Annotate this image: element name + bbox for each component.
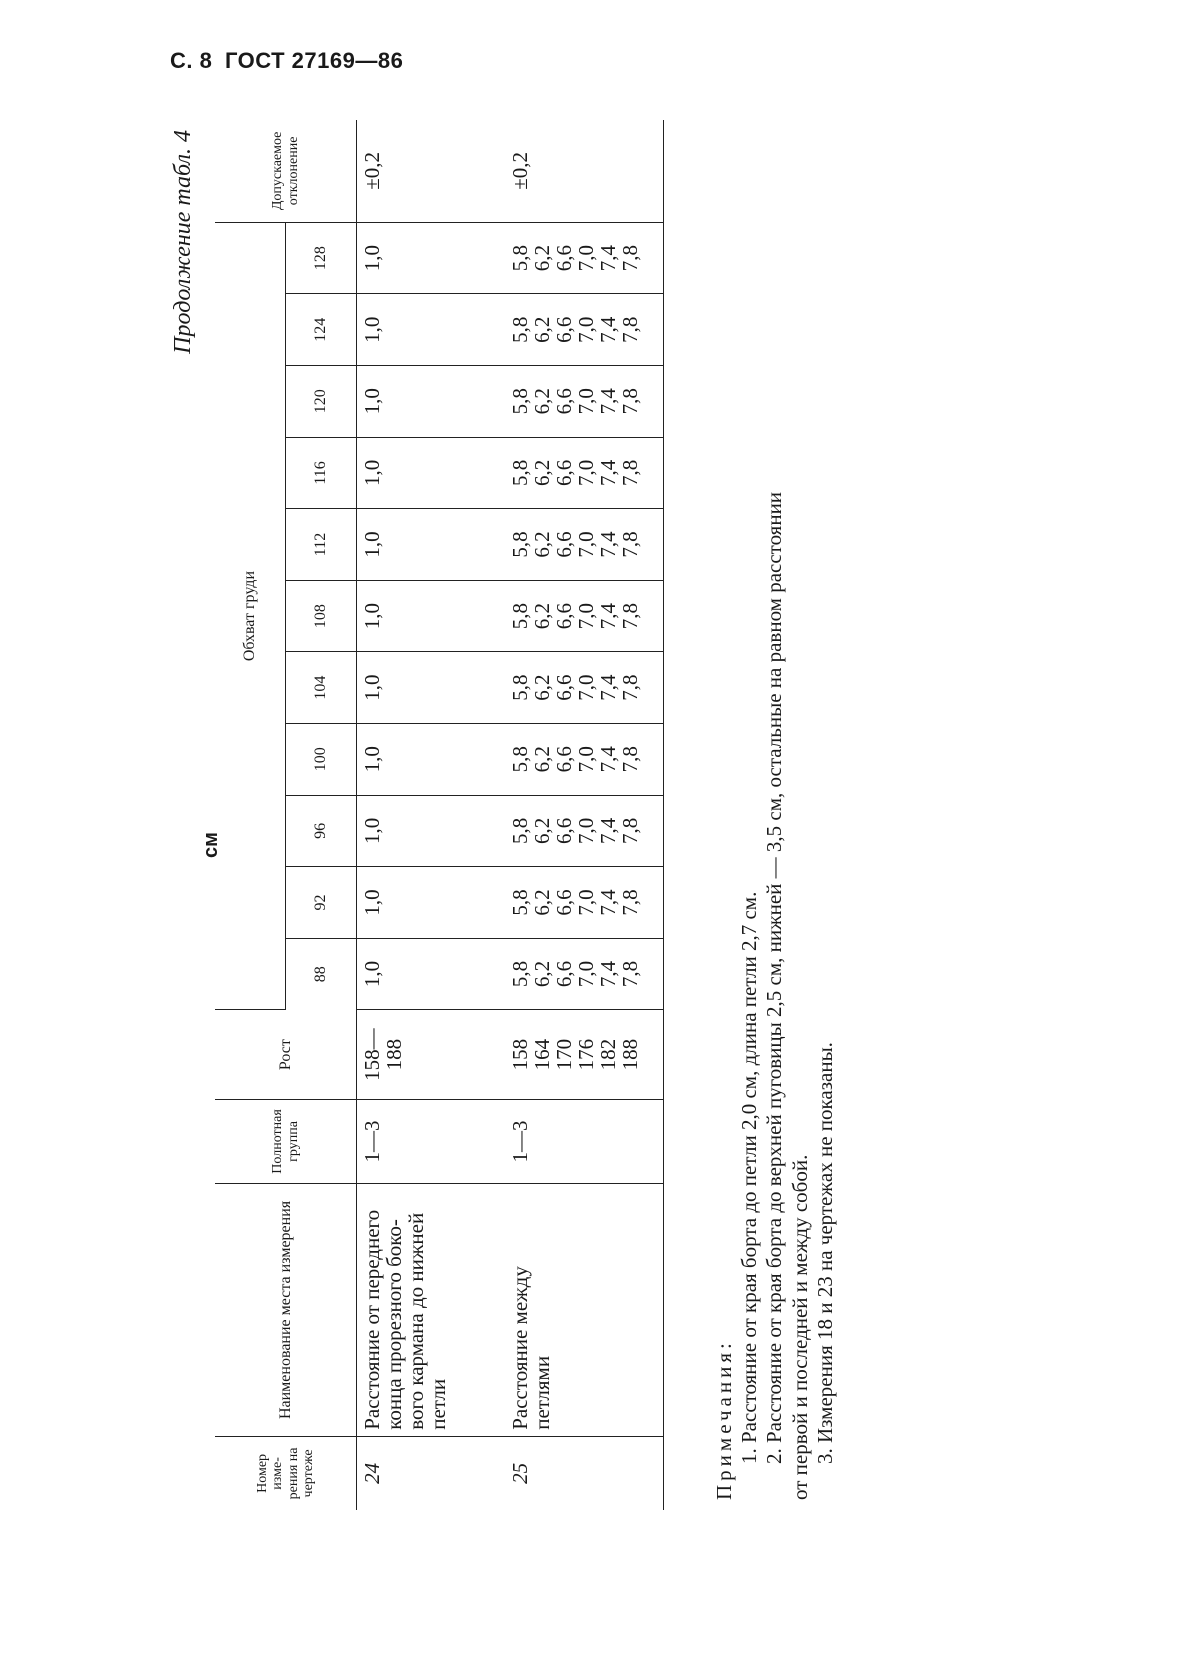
value-cell: 5,8 <box>508 316 532 343</box>
continuation-caption: Продолжение табл. 4 <box>170 130 196 354</box>
value-stack <box>505 652 664 724</box>
height-list <box>505 1010 664 1100</box>
value-cell: 6,6 <box>552 244 577 272</box>
value-cell: 7,8 <box>618 459 643 487</box>
size-header: 112 <box>286 509 357 581</box>
measure-number: 25 <box>505 1436 664 1510</box>
note-2-continued: от первой и последней и между собой. <box>787 1154 812 1500</box>
measure-name: Расстояние от переднего конца прорезного боко-вого кармана до нижней петли <box>357 1184 506 1437</box>
value-cell: 1,0 <box>357 294 506 366</box>
value-cell: 6,6 <box>552 531 577 558</box>
note-1: 1. Расстояние от края борта до петли 2,0 см, длина петли 2,7 см. <box>737 891 762 1464</box>
value-cell: 6,6 <box>552 316 577 343</box>
value-cell: 6,2 <box>530 674 555 701</box>
fullness-group: 1—3 <box>505 1099 664 1183</box>
value-cell: 5,8 <box>508 459 532 487</box>
height-value: 182 <box>596 1038 621 1071</box>
value-cell: 7,0 <box>574 817 599 844</box>
value-stack <box>505 366 664 438</box>
value-stack <box>505 580 664 652</box>
height-value: 158 <box>508 1038 532 1071</box>
value-stack <box>505 437 664 509</box>
value-cell: 7,4 <box>596 602 621 630</box>
value-cell: 6,6 <box>552 817 577 844</box>
value-cell: 5,8 <box>508 889 532 916</box>
value-cell: 7,4 <box>596 388 621 415</box>
value-stack <box>505 867 664 939</box>
value-cell: 6,2 <box>530 602 555 630</box>
value-cell: 7,8 <box>618 316 643 343</box>
value-stack <box>505 222 664 294</box>
value-cell: 5,8 <box>508 817 532 844</box>
value-cell: 5,8 <box>508 960 532 988</box>
value-cell: 1,0 <box>357 366 506 438</box>
value-cell: 7,0 <box>574 316 599 343</box>
measure-name: Расстояние между петлями <box>505 1184 664 1437</box>
value-cell: 5,8 <box>508 388 532 415</box>
value-cell: 5,8 <box>508 674 532 701</box>
notes-block <box>712 130 838 1500</box>
height-value: 176 <box>574 1038 599 1071</box>
value-cell: 7,0 <box>574 388 599 415</box>
value-cell: 1,0 <box>357 437 506 509</box>
size-header: 96 <box>286 795 357 867</box>
tolerance-value: ±0,2 <box>505 120 664 222</box>
value-cell: 6,6 <box>552 602 577 630</box>
header-measure-number: Номер изме-рения на чертеже <box>215 1436 357 1510</box>
value-cell: 1,0 <box>357 222 506 294</box>
unit-label: см <box>200 832 222 858</box>
value-cell: 1,0 <box>357 938 506 1010</box>
size-header: 120 <box>286 366 357 438</box>
value-cell: 7,4 <box>596 674 621 701</box>
value-cell: 7,0 <box>574 531 599 558</box>
tolerance-value: ±0,2 <box>357 120 506 222</box>
value-cell: 7,0 <box>574 674 599 701</box>
size-header: 108 <box>286 580 357 652</box>
note-3: 3. Измерения 18 и 23 на чертежах не показаны. <box>812 1042 837 1464</box>
page-header <box>170 48 403 74</box>
header-fullness-group: Полнотная группа <box>215 1099 357 1183</box>
value-cell: 6,2 <box>530 817 555 844</box>
size-header: 100 <box>286 723 357 795</box>
value-cell: 7,4 <box>596 746 621 773</box>
size-header: 104 <box>286 652 357 724</box>
value-cell: 7,4 <box>596 889 621 916</box>
value-stack <box>505 795 664 867</box>
page-number: С. 8 <box>170 48 213 73</box>
value-cell: 5,8 <box>508 602 532 630</box>
value-cell: 7,8 <box>618 602 643 630</box>
value-cell: 7,8 <box>618 889 643 916</box>
value-cell: 7,0 <box>574 244 599 272</box>
value-cell: 7,4 <box>596 960 621 988</box>
value-cell: 5,8 <box>508 531 532 558</box>
value-stack <box>505 723 664 795</box>
value-cell: 6,6 <box>552 459 577 487</box>
size-header: 92 <box>286 867 357 939</box>
height-value: 188 <box>618 1038 643 1071</box>
value-cell: 6,6 <box>552 889 577 916</box>
value-cell: 6,6 <box>552 960 577 988</box>
measurements-table <box>215 120 664 1510</box>
value-cell: 7,8 <box>618 674 643 701</box>
value-cell: 6,2 <box>530 889 555 916</box>
value-cell: 6,2 <box>530 316 555 343</box>
value-cell: 5,8 <box>508 244 532 272</box>
value-cell: 6,6 <box>552 388 577 415</box>
value-cell: 7,4 <box>596 459 621 487</box>
value-cell: 7,4 <box>596 316 621 343</box>
header-measure-name: Наименование места измерения <box>215 1184 357 1437</box>
value-cell: 1,0 <box>357 509 506 581</box>
height-value: 188 <box>382 1038 407 1071</box>
height-value: 164 <box>530 1038 555 1071</box>
header-height: Рост <box>215 1010 357 1100</box>
note-2: 2. Расстояние от края борта до верхней пуговицы 2,5 см, нижней — 3,5 см, остальные на равном расстоянии <box>762 491 787 1464</box>
value-cell: 1,0 <box>357 652 506 724</box>
header-tolerance: Допускаемое отклонение <box>215 120 357 222</box>
value-cell: 7,0 <box>574 889 599 916</box>
value-cell: 7,0 <box>574 746 599 773</box>
height-range <box>357 1010 506 1100</box>
value-cell: 6,2 <box>530 388 555 415</box>
value-cell: 7,8 <box>618 244 643 272</box>
value-cell: 6,2 <box>530 960 555 988</box>
value-cell: 7,8 <box>618 960 643 988</box>
rotated-table-page <box>160 120 920 1570</box>
value-cell: 6,6 <box>552 674 577 701</box>
notes-title: Примечания: <box>712 1339 736 1500</box>
value-cell: 7,8 <box>618 746 643 773</box>
table-row <box>505 120 664 1510</box>
height-value: 170 <box>552 1038 577 1071</box>
value-cell: 7,4 <box>596 817 621 844</box>
value-cell: 5,8 <box>508 746 532 773</box>
value-cell: 6,2 <box>530 244 555 272</box>
value-cell: 7,0 <box>574 459 599 487</box>
value-cell: 1,0 <box>357 795 506 867</box>
value-cell: 7,8 <box>618 817 643 844</box>
value-cell: 1,0 <box>357 723 506 795</box>
measure-number: 24 <box>360 1462 384 1484</box>
value-cell: 7,4 <box>596 244 621 272</box>
table-row <box>357 120 506 1510</box>
value-stack <box>505 509 664 581</box>
value-cell: 7,4 <box>596 531 621 558</box>
value-cell: 1,0 <box>357 580 506 652</box>
value-cell: 6,6 <box>552 746 577 773</box>
value-cell: 7,8 <box>618 531 643 558</box>
size-header: 128 <box>286 222 357 294</box>
value-cell: 6,2 <box>530 746 555 773</box>
value-cell: 7,8 <box>618 388 643 415</box>
size-header: 88 <box>286 938 357 1010</box>
size-header: 116 <box>286 437 357 509</box>
standard-number: ГОСТ 27169—86 <box>224 48 404 73</box>
height-value: 158— <box>360 1028 384 1081</box>
header-chest-girth: Обхват груди <box>215 222 286 1010</box>
value-stack <box>505 938 664 1010</box>
fullness-group: 1—3 <box>357 1099 506 1183</box>
value-cell: 7,0 <box>574 602 599 630</box>
value-stack <box>505 294 664 366</box>
value-cell: 6,2 <box>530 459 555 487</box>
value-cell: 6,2 <box>530 531 555 558</box>
size-header: 124 <box>286 294 357 366</box>
value-cell: 1,0 <box>357 867 506 939</box>
value-cell: 7,0 <box>574 960 599 988</box>
